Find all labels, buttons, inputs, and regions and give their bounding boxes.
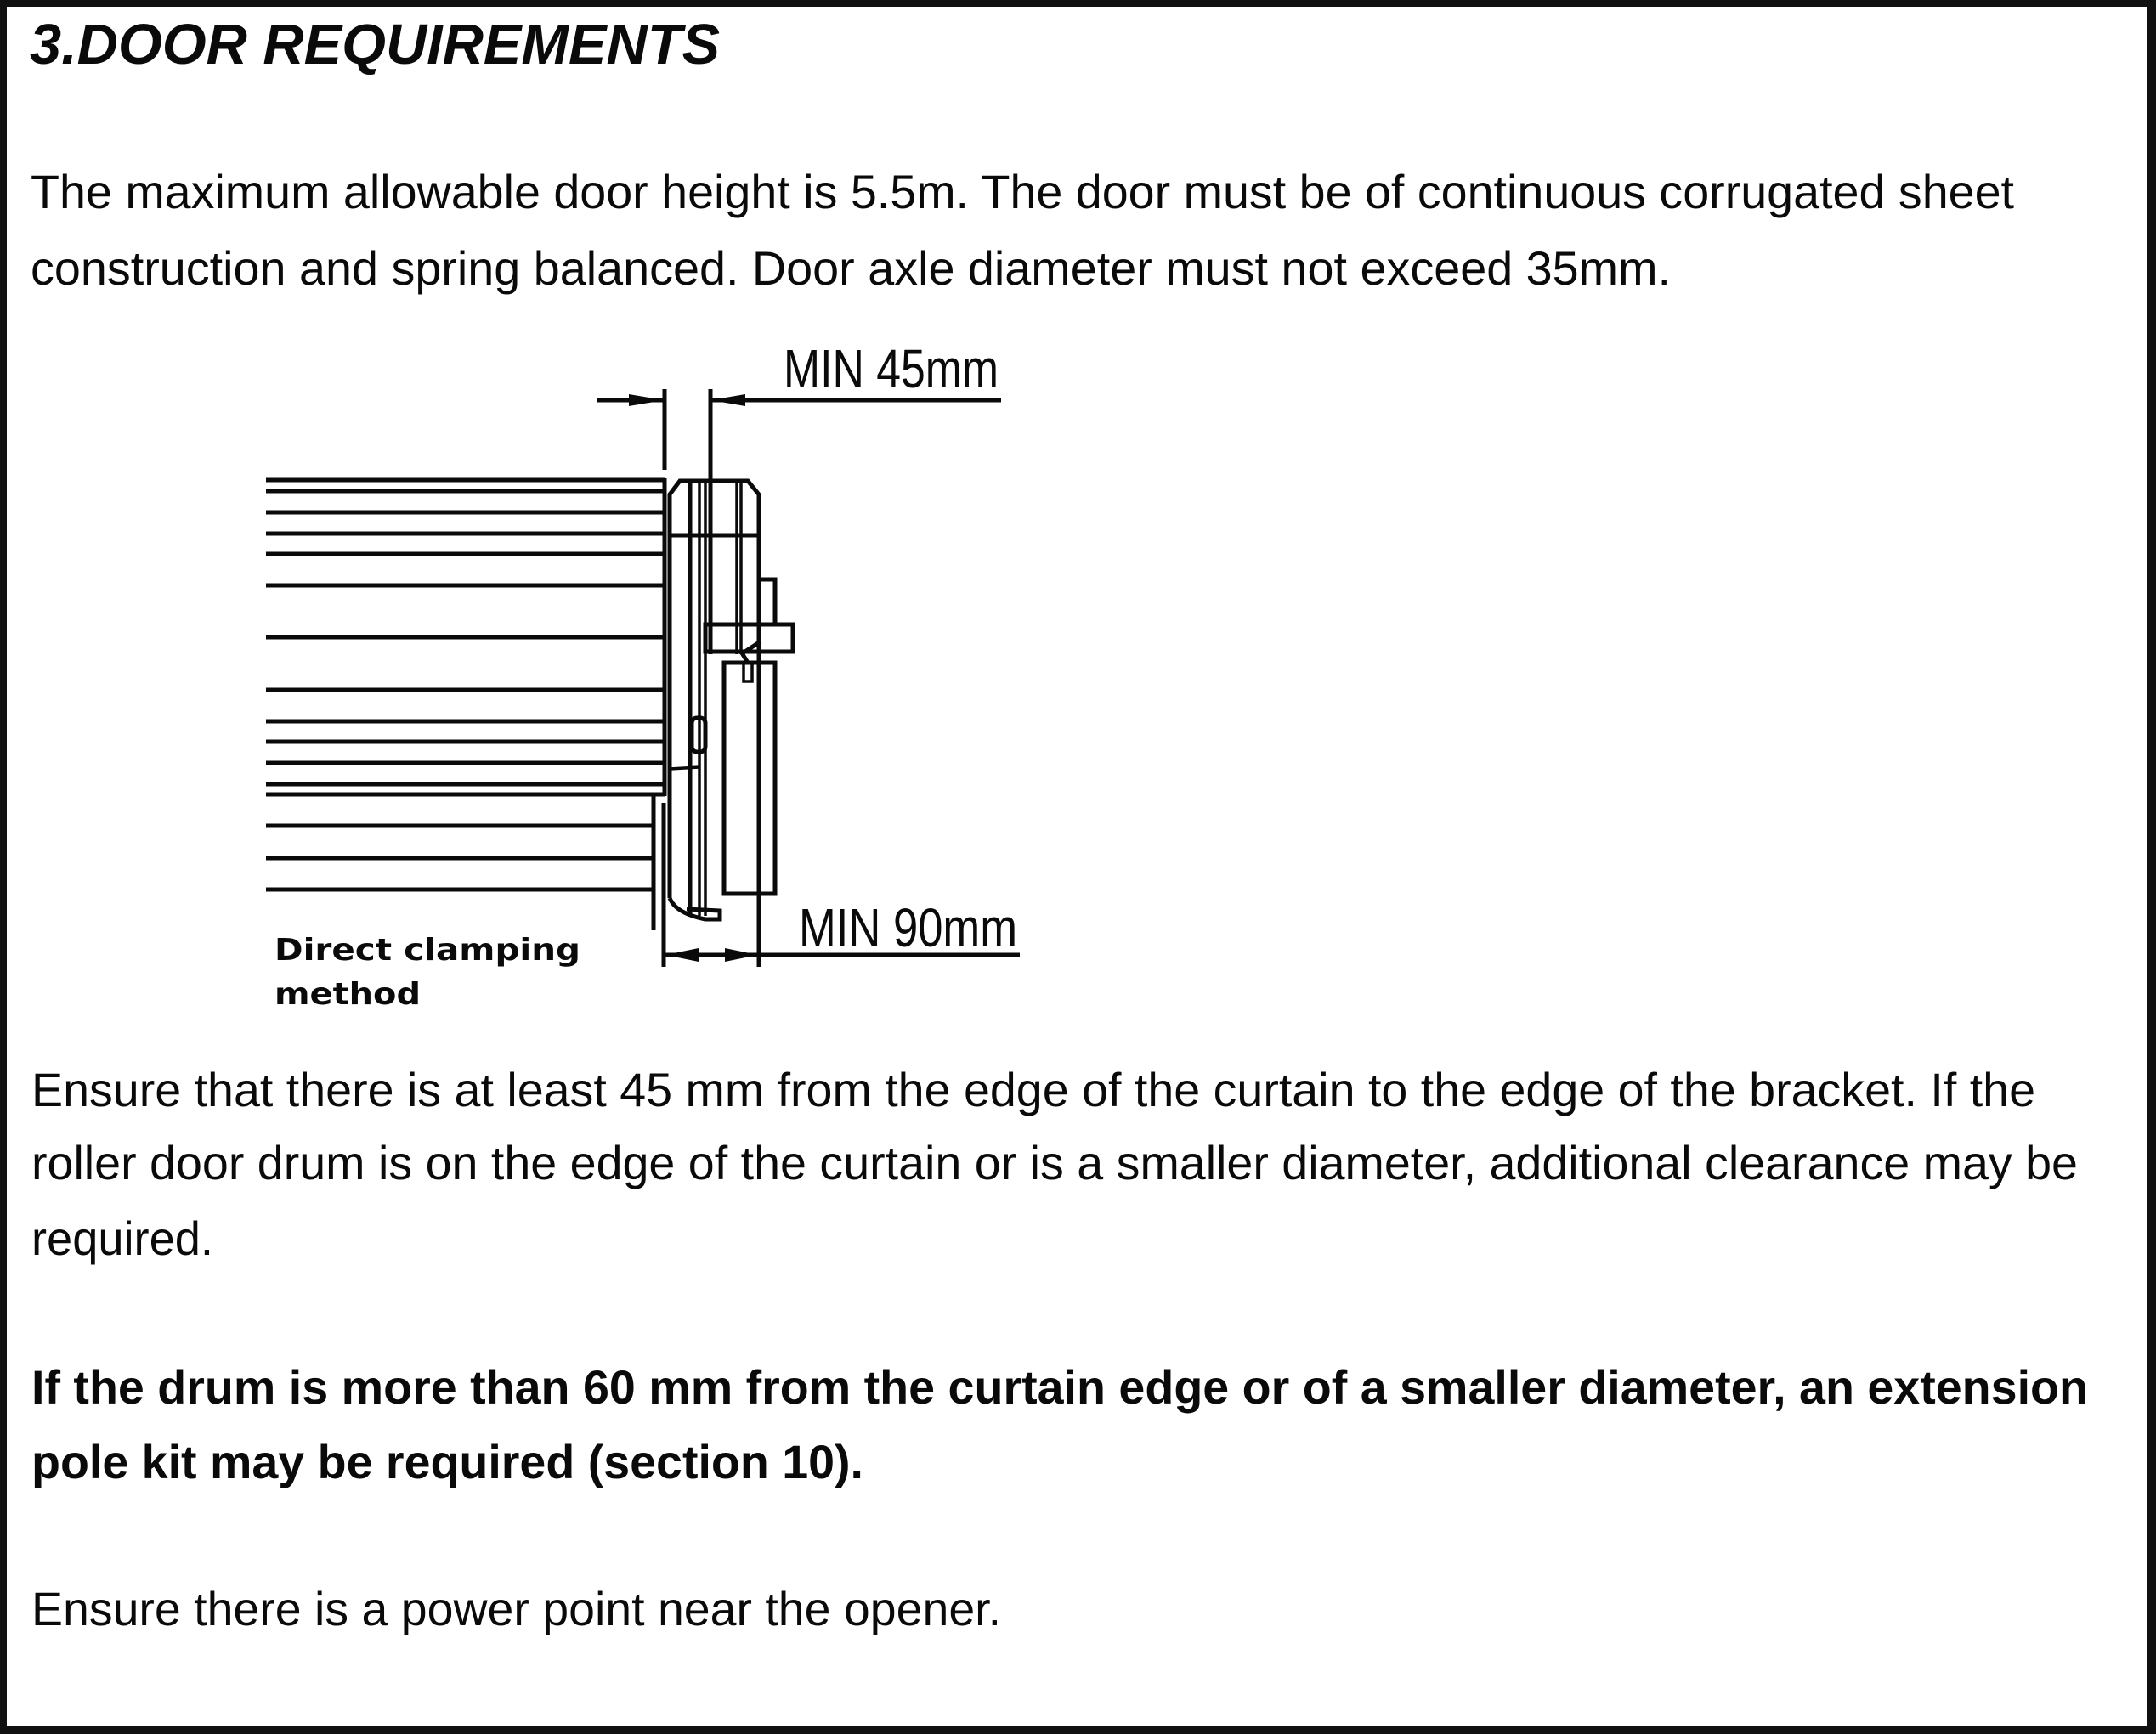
paragraph-line: If the drum is more than 60 mm from the curtain edge or of a smaller diameter, an extension — [31, 1360, 2088, 1414]
diagram-caption-line: Direct clamping — [274, 933, 580, 968]
diagram-caption-line: method — [274, 977, 421, 1012]
paragraph-clearance — [31, 1063, 2078, 1265]
bracket-foot — [670, 898, 720, 919]
mounting-bolt — [744, 663, 752, 681]
door-bracket-diagram — [266, 338, 1020, 1012]
paragraph-line: construction and spring balanced. Door axle diameter must not exceed 35mm. — [31, 241, 1671, 295]
dimension-min-90 — [665, 897, 1020, 962]
dimension-min-45 — [597, 338, 1001, 470]
opener-unit — [724, 663, 775, 894]
arrow-right-icon — [629, 394, 665, 406]
arrow-right-icon — [725, 948, 758, 962]
paragraph-power-point — [31, 1582, 1001, 1635]
paragraph-line: required. — [31, 1212, 213, 1265]
dimension-label-top: MIN 45mm — [784, 338, 999, 399]
paragraph-line: roller door drum is on the edge of the curtain or is a smaller diameter, additional clearance may be — [31, 1136, 2078, 1189]
paragraph-line: Ensure there is a power point near the opener. — [31, 1582, 1001, 1635]
dimension-label-bottom: MIN 90mm — [799, 897, 1017, 958]
paragraph-line: Ensure that there is at least 45 mm from the edge of the curtain to the edge of the bracket. If the — [31, 1063, 2035, 1116]
arrow-left-icon — [710, 394, 745, 406]
curtain-slats — [266, 480, 665, 890]
paragraph-line: pole kit may be required (section 10). — [31, 1435, 863, 1488]
section-title: 3.DOOR REQUIREMENTS — [30, 13, 720, 76]
arrow-left-icon — [665, 948, 699, 962]
paragraph-door-specs — [31, 165, 2014, 295]
bracket-outline — [670, 481, 759, 898]
mounting-block — [759, 579, 775, 624]
paragraph-line: The maximum allowable door height is 5.5m. The door must be of continuous corrugated sheet — [31, 165, 2015, 218]
bracket-crossline — [670, 767, 699, 769]
paragraph-extension-kit — [31, 1360, 2088, 1488]
